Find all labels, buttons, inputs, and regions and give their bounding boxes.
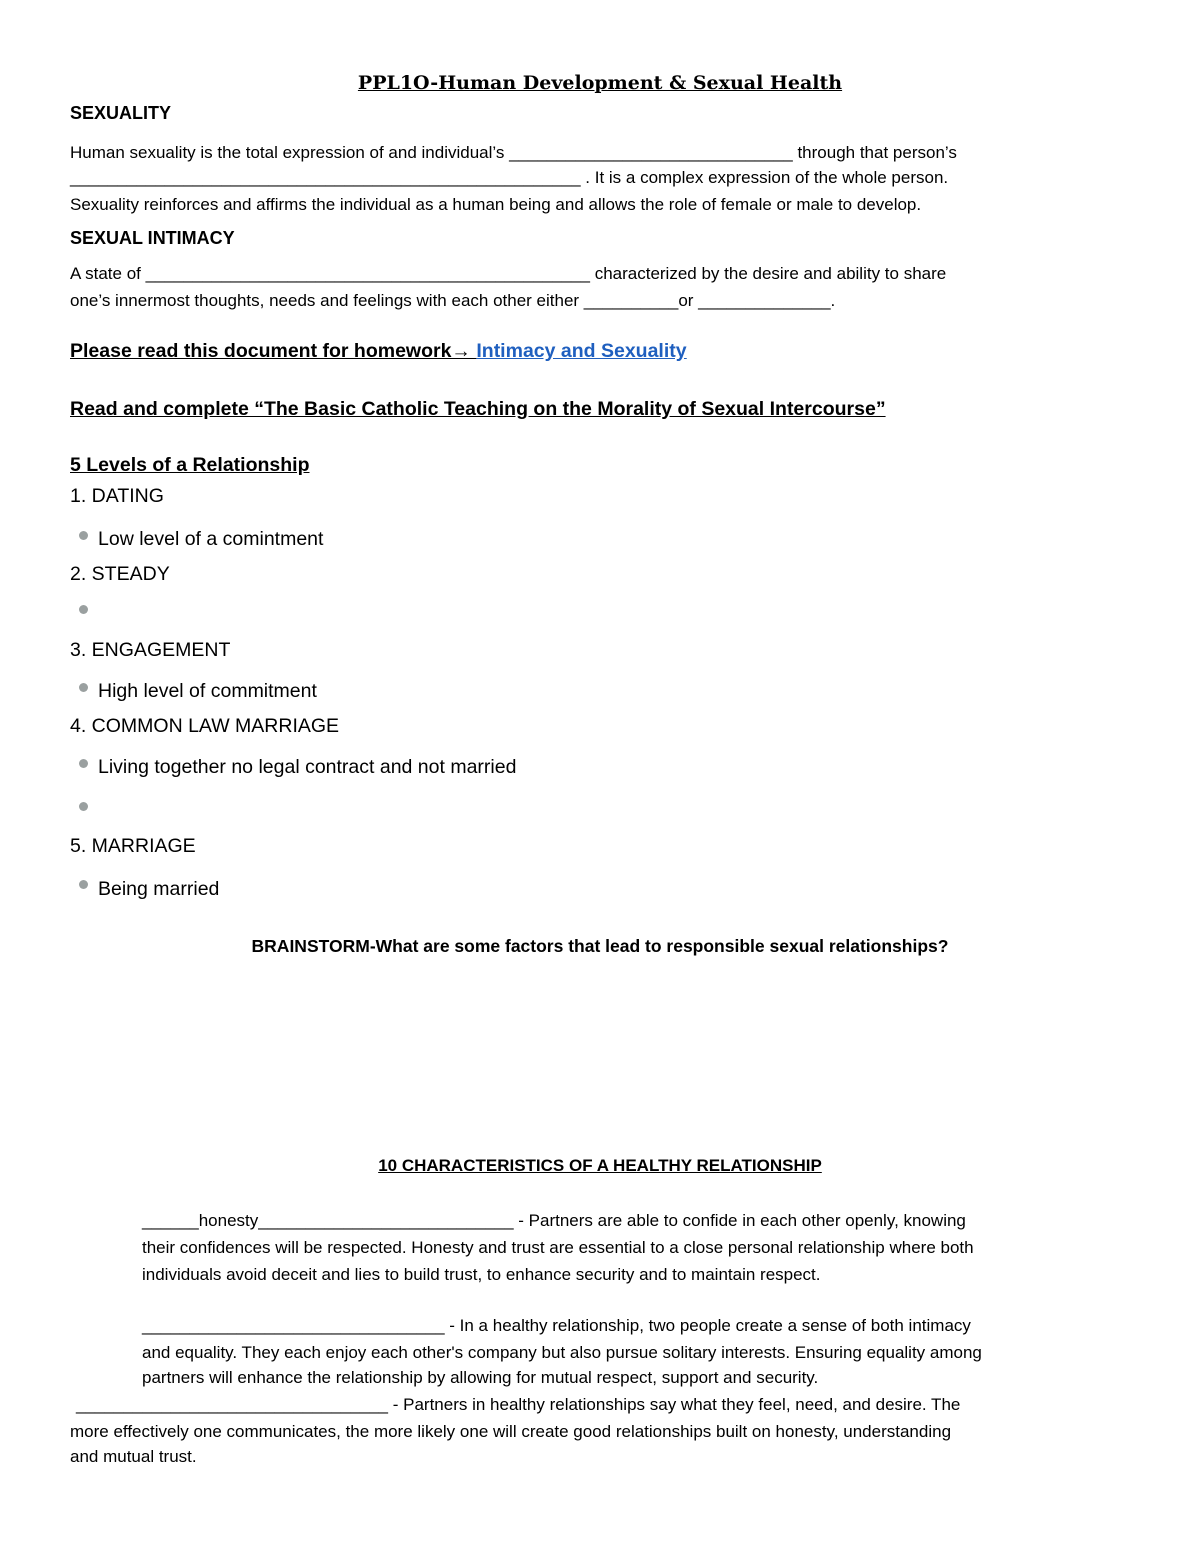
levels-heading: 5 Levels of a Relationship — [70, 454, 310, 476]
characteristic-2-line-2: and equality. They each enjoy each other's company but also pursue solitary interests. Ensuring equality among — [142, 1343, 982, 1362]
level-3-bullet: High level of commitment — [98, 680, 317, 702]
bullet-dot-icon — [79, 531, 88, 540]
level-1-bullet: Low level of a comintment — [98, 528, 324, 550]
level-2-label: 2. STEADY — [70, 563, 170, 585]
bullet-dot-icon — [79, 683, 88, 692]
characteristic-1-line-2: their confidences will be respected. Honesty and trust are essential to a close personal relationship where both — [142, 1238, 974, 1257]
level-1-label: 1. DATING — [70, 485, 164, 507]
intimacy-sexuality-link[interactable]: Intimacy and Sexuality — [476, 340, 687, 362]
read-complete-instruction: Read and complete “The Basic Catholic Teaching on the Morality of Sexual Intercourse” — [70, 398, 886, 420]
homework-line — [70, 340, 687, 363]
sexuality-line-3: Sexuality reinforces and affirms the individual as a human being and allows the role of female or male to develop. — [70, 195, 922, 214]
characteristics-heading: 10 CHARACTERISTICS OF A HEALTHY RELATIONSHIP — [378, 1156, 822, 1175]
characteristic-1-line-1: ______honesty___________________________ - Partners are able to confide in each other openly, knowing — [142, 1211, 966, 1230]
bullet-dot-icon — [79, 759, 88, 768]
characteristic-3-line-1: _________________________________ - Partners in healthy relationships say what they feel, need, and desire. The — [76, 1395, 961, 1414]
sexuality-heading: SEXUALITY — [70, 103, 172, 123]
homework-prefix: Please read this document for homework→ — [70, 340, 477, 362]
characteristic-1-line-3: individuals avoid deceit and lies to build trust, to enhance security and to maintain respect. — [142, 1265, 821, 1284]
characteristic-3-line-3: and mutual trust. — [70, 1447, 197, 1466]
level-4-bullet: Living together no legal contract and not married — [98, 756, 517, 778]
level-4-label: 4. COMMON LAW MARRIAGE — [70, 715, 340, 737]
bullet-dot-icon — [79, 605, 88, 614]
intimacy-line-1: A state of _______________________________________________ characterized by the desire and ability to share — [70, 264, 947, 283]
characteristic-2-line-3: partners will enhance the relationship by allowing for mutual respect, support and security. — [142, 1368, 819, 1387]
page-title: PPL1O-Human Development & Sexual Health — [357, 72, 843, 94]
intimacy-heading: SEXUAL INTIMACY — [70, 228, 235, 248]
sexuality-line-2: ______________________________________________________ . It is a complex expression of the whole person. — [70, 168, 949, 187]
level-5-bullet: Being married — [98, 878, 220, 900]
characteristic-3-line-2: more effectively one communicates, the more likely one will create good relationships built on honesty, understanding — [70, 1422, 952, 1441]
level-3-label: 3. ENGAGEMENT — [70, 639, 231, 661]
sexuality-line-1: Human sexuality is the total expression of and individual’s ______________________________ through that person’s — [70, 143, 957, 162]
level-5-label: 5. MARRIAGE — [70, 835, 196, 857]
brainstorm-question: BRAINSTORM-What are some factors that lead to responsible sexual relationships? — [251, 936, 949, 956]
intimacy-line-2: one’s innermost thoughts, needs and feelings with each other either __________or ______________. — [70, 291, 836, 310]
characteristic-2-line-1: ________________________________ - In a healthy relationship, two people create a sense of both intimacy — [142, 1316, 971, 1335]
bullet-dot-icon — [79, 880, 88, 889]
bullet-dot-icon — [79, 802, 88, 811]
